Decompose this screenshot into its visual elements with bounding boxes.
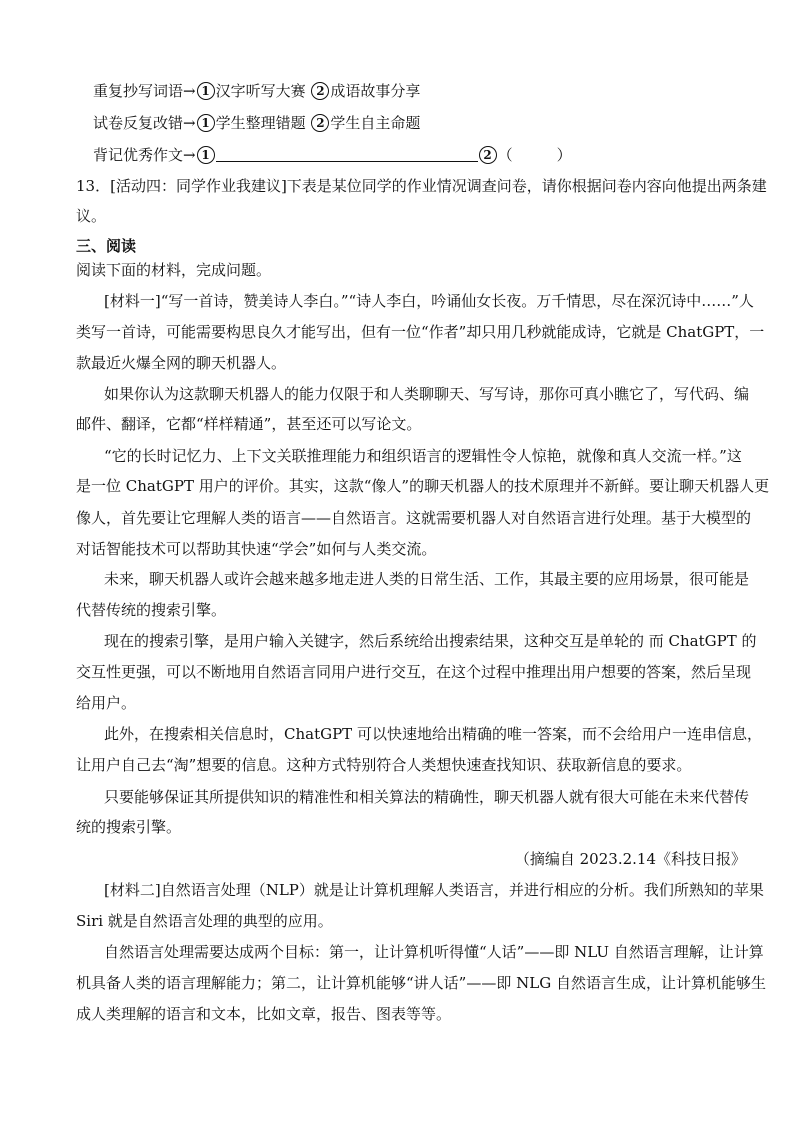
material2-para1-line2: Siri 就是自然语言处理的典型的应用。 <box>76 912 333 930</box>
material1-para4-line2: 代替传统的搜索引擎。 <box>76 601 227 619</box>
material1-para7-line1: 只要能够保证其所提供知识的精准性和相关算法的精确性，聊天机器人就有很大可能在未来代替传 <box>104 788 750 806</box>
review-row-dictation <box>93 81 763 101</box>
material1-para1-line1: [材料一]“写一首诗，赞美诗人李白。”“诗人李白，吟诵仙女长夜。万千情思，尽在深沉诗中……”人 <box>104 292 754 310</box>
option-text: 学生自主命题 <box>330 114 421 132</box>
section-heading: 三、阅读 <box>76 237 137 255</box>
material1-para7-line2: 统的搜索引擎。 <box>76 818 182 836</box>
material1-para3-line2: 是一位 ChatGPT 用户的评价。其实，这款“像人”的聊天机器人的技术原理并不新鲜。要让聊天机器人更 <box>76 477 770 495</box>
circled-number: 2 <box>311 82 329 100</box>
option-text: 学生整理错题 <box>215 114 306 132</box>
material1-para2-line2: 邮件、翻译，它都“样样精通”，甚至还可以写论文。 <box>76 415 422 433</box>
material2-para2-line1: 自然语言处理需要达成两个目标：第一，让计算机听得懂“人话”——即 NLU 自然语言理解，让计算 <box>104 943 764 961</box>
review-row-label: 背记优秀作文→ <box>93 146 196 164</box>
review-row-label: 重复抄写词语→ <box>93 82 196 100</box>
material1-para6-line2: 让用户自己去“淘”想要的信息。这种方式特别符合人类想快速查找知识、获取新信息的要求。 <box>76 756 692 774</box>
material2-para2-line2: 机具备人类的语言理解能力；第二，让计算机能够“讲人话”——即 NLG 自然语言生成，让计算机能够生 <box>76 974 766 992</box>
instructions: 阅读下面的材料，完成问题。 <box>76 261 272 279</box>
option-text: 汉字听写大赛 <box>215 82 306 100</box>
material1-para1-line2: 类写一首诗，可能需要构思良久才能写出，但有一位“作者”却只用几秒就能成诗，它就是 ChatGPT，一 <box>76 323 765 341</box>
circled-number: 2 <box>479 146 497 164</box>
material1-para2-line1: 如果你认为这款聊天机器人的能力仅限于和人类聊聊天、写写诗，那你可真小瞧它了，写代码、编 <box>104 385 750 403</box>
review-row-essay <box>93 145 763 165</box>
paren-open: （ <box>497 146 513 164</box>
option-text: 成语故事分享 <box>330 82 421 100</box>
material1-para6-line1: 此外，在搜索相关信息时，ChatGPT 可以快速地给出精确的唯一答案，而不会给用户一连串信息， <box>104 725 762 743</box>
circled-number: 2 <box>311 114 329 132</box>
circled-number: 1 <box>197 114 215 132</box>
answer-blank[interactable] <box>216 146 478 162</box>
circled-number: 1 <box>197 82 215 100</box>
circled-number: 1 <box>197 146 215 164</box>
material1-para3-line3: 像人，首先要让它理解人类的语言——自然语言。这就需要机器人对自然语言进行处理。基于大模型的 <box>76 509 752 527</box>
question-13-line-1: 13．[活动四：同学作业我建议]下表是某位同学的作业情况调查问卷，请你根据问卷内容向他提出两条建 <box>76 177 767 195</box>
material1-para5-line3: 给用户。 <box>76 694 137 712</box>
material1-para5-line2: 交互性更强，可以不断地用自然语言同用户进行交互，在这个过程中推理出用户想要的答案，然后呈现 <box>76 663 752 681</box>
material1-para3-line1: “它的长时记忆力、上下文关联推理能力和组织语言的逻辑性令人惊艳，就像和真人交流一样。”这 <box>104 447 742 465</box>
review-row-label: 试卷反复改错→ <box>93 114 196 132</box>
material1-para5-line1: 现在的搜索引擎，是用户输入关键字，然后系统给出搜索结果，这种交互是单轮的 而 ChatGPT 的 <box>104 632 757 650</box>
material1-para1-line3: 款最近火爆全网的聊天机器人。 <box>76 354 287 372</box>
material1-para4-line1: 未来，聊天机器人或许会越来越多地走进人类的日常生活、工作，其最主要的应用场景，很可能是 <box>104 570 750 588</box>
question-13-line-2: 议。 <box>76 207 107 225</box>
material2-para2-line3: 成人类理解的语言和文本，比如文章，报告、图表等等。 <box>76 1005 452 1023</box>
review-row-test-correction <box>93 113 763 133</box>
source-citation: （摘编自 2023.2.14《科技日报》 <box>514 850 746 868</box>
material2-para1-line1: [材料二]自然语言处理（NLP）就是让计算机理解人类语言，并进行相应的分析。我们所熟知的苹果 <box>104 881 764 899</box>
material1-para3-line4: 对话智能技术可以帮助其快速“学会”如何与人类交流。 <box>76 540 437 558</box>
paren-close: ） <box>556 146 572 164</box>
